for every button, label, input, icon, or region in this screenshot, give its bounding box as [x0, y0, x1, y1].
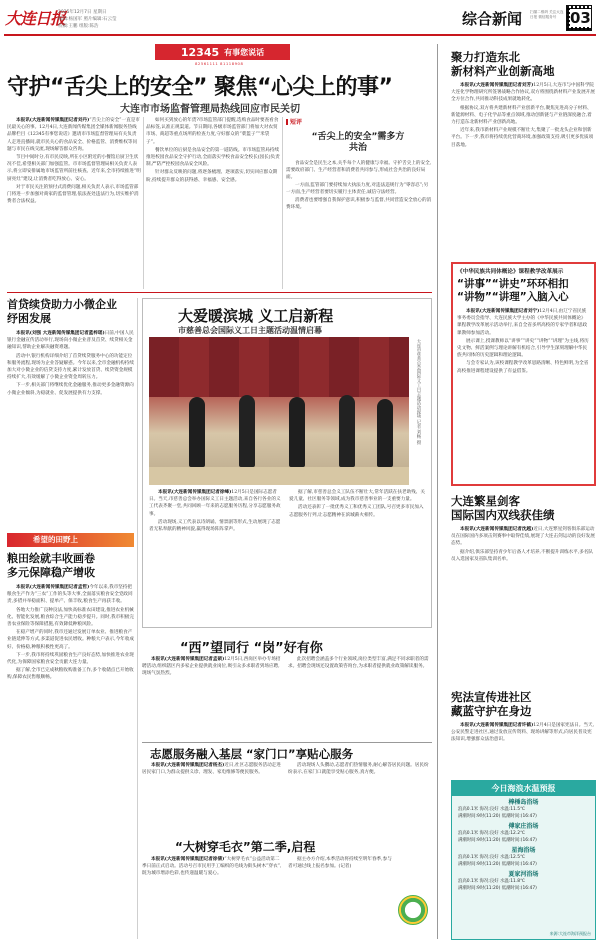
wool-headline: “大树穿毛衣”第二季,启程	[175, 840, 316, 854]
section-title: 综合新闻	[462, 10, 523, 28]
volunteer-door-byline: 本报讯(大连新闻传媒集团记者杨杰)	[151, 763, 225, 768]
page-number: 03	[570, 9, 591, 27]
lead-headline: 守护“舌尖上的安全” 聚焦“心尖上的事”	[7, 75, 393, 100]
left-mid-headline: 首贷续贷助力小微企业 纾困发展	[7, 298, 117, 325]
boxed-byline: 本报讯(大连新闻传媒集团记者刘宁)	[466, 309, 540, 314]
sea-spot-line1: 浪高0.1米 海况:良好 水温:11.5℃	[458, 807, 525, 812]
volunteer-body-col2: 据了解,市慈善总会义工队伍不断壮大,常年活跃在扶老助残、关爱儿童、社区服务等领域,成为我市慈善事业的一支重要力量。 活动还表彰了一批优秀义工和优秀义工团队,号召更多市民加入志愿服务行列,让志愿精神在滨城薪火相传。	[289, 490, 425, 518]
short-comment-label: 短评	[286, 117, 432, 126]
hope-field-byline: 本报讯(大连新闻传媒集团记者孟哲)	[16, 585, 90, 590]
short-comment	[286, 117, 432, 289]
performer-silhouette	[377, 399, 393, 467]
masthead-rule	[4, 34, 596, 36]
constitution-byline: 本报讯(大连新闻传媒集团记者许鹤)	[460, 723, 534, 728]
lead-col-divider-1	[143, 117, 144, 289]
sea-temp-source: 来源:大连市海洋预报台	[549, 931, 591, 936]
performer-silhouette	[289, 397, 305, 467]
left-column-divider	[137, 298, 138, 939]
left-mid-byline: 本报讯(刘强 大连新闻传媒集团记者蓝梓瑶)	[16, 331, 105, 336]
sea-temp-list	[452, 796, 595, 896]
masthead-date: 2025年12月7日 星期日	[58, 10, 107, 15]
boxed-headline: “讲事”“讲史”环环相扣 “讲物”“讲理”入脑入心	[457, 278, 569, 303]
boxed-kicker: 《中华民族共同体概论》课程教学改革展示	[457, 269, 564, 275]
masthead-proof: 校稿:王鹏 组版:陈浩	[58, 24, 99, 29]
sea-spot-line2: 满潮时间:9时(11:20) 低潮时间:(16:47)	[458, 837, 537, 843]
volunteer-photo	[149, 337, 409, 485]
sea-spot	[458, 822, 589, 844]
hope-field-headline: 粮田绘就丰收画卷 多元保障稳产增收	[7, 552, 95, 579]
sea-spot-name: 夏家河浴场	[508, 871, 539, 878]
volunteer-headline: 大爱暖滨城 义工启新程	[178, 307, 334, 325]
sea-spot	[458, 846, 589, 868]
hope-field-tag: 希望的田野上	[7, 533, 134, 547]
masthead	[0, 0, 600, 38]
sea-spot-line1: 浪高0.1米 海况:良好 水温:11.8℃	[458, 879, 525, 884]
sea-spot-name: 星海浴场	[511, 847, 536, 854]
right-top-headline: 聚力打造东北 新材料产业创新高地	[451, 50, 555, 78]
right-top-byline: 本报讯(大连新闻传媒集团记者刘芳)	[460, 83, 534, 88]
short-comment-title: “舌尖上的安全”需多方共治	[311, 132, 405, 153]
lead-bottom-rule	[7, 292, 432, 293]
sea-spot-line2: 满潮时间:9时(11:20) 低潮时间:(16:47)	[458, 885, 537, 891]
hotline-tag: 有事您说话	[224, 47, 265, 57]
swimming-headline: 大连繁星剑客 国际国内双线获佳绩	[451, 494, 555, 522]
sea-spot	[458, 798, 589, 820]
lead-body-col2: 如何买到放心的年货?市场监管部门提醒,选购食品时要查看食品标签,认准正规渠道。节日期间,各级市场监管部门将加大对农贸市场、商超等重点场所的检查力度,守好群众的“菜篮子”“米袋子”。 餐饮单位的后厨是食品安全的第一道防线。市市场监管局持续推进校园食品安全守护行动,全面落实学校食品安全校长(园长)负责制,严防严控校园食品安全风险。 针对群众反映的问题,将逐条梳理、逐项落实,切实回应群众期盼,持续提升群众的获得感、幸福感、安全感。	[146, 118, 280, 183]
wool-editor-note: (记者)	[338, 864, 352, 870]
hotline-banner	[155, 44, 290, 60]
wool-body-col2: 据主办方介绍,本季活动将持续至明年春季,参与者可通过线上报名参加。(记者)	[288, 857, 392, 870]
xi-wang-byline: 本报讯(大连新闻传媒集团记者孟硕)	[151, 657, 225, 662]
comment-bar-icon	[286, 119, 288, 125]
boxed-story	[451, 262, 596, 486]
masthead-editors: 编辑:杨国军 照片编辑:石云莹	[58, 17, 117, 22]
center-bottom-rule	[142, 742, 432, 743]
swimming-body: 本报讯(大连新闻传媒集团记者沈越)近日,大连繁星剑客俱乐部运动员在国际国内多项击剑赛事中取得佳绩,展现了大连击剑运动的良好发展态势。 据介绍,俱乐部坚持青少年后备人才培养,不断提升训练水平,多名队员入选国家及省队集训名单。	[451, 527, 595, 562]
hotline-number: 12345	[180, 45, 220, 59]
qr-caption: 扫描二维码 关注大连日报 微信服务号	[530, 10, 564, 19]
volunteer-photo-caption: 大连市慈善总会国际义工日主题活动现场 记者 刘畅 摄	[416, 339, 421, 445]
sea-spot-line2: 满潮时间:9时(11:20) 低潮时间:(16:47)	[458, 861, 537, 867]
performer-silhouette	[339, 395, 355, 467]
stage-floor	[149, 467, 409, 485]
volunteer-body-col1: 本报讯(大连新闻传媒集团记者徐峰)12月5日是国际志愿者日。当天,市慈善总会举办国际义工日主题活动,来自各行各业的义工代表齐聚一堂,共同回顾一年来的志愿服务历程,分享志愿服务故事。 活动现场,义工代表以诗朗诵、情景剧等形式,生动展现了志愿者无私奉献的精神风貌,赢得现场阵阵掌声。	[149, 490, 281, 533]
sea-spot-line1: 浪高0.1米 海况:良好 水温:12.5℃	[458, 855, 525, 860]
volunteer-door-body-col2: 活动现场人头攢动,志愿者们热情服务,耐心解答居民问题。居民纷纷表示,在家门口就能享受贴心服务,真方便。	[288, 763, 429, 776]
sea-temp-panel	[451, 780, 596, 940]
constitution-headline: 宪法宣传进社区 藏蓝守护在身边	[451, 690, 532, 718]
lead-byline: 本报讯(大连新闻传媒集团记者刘丹)	[16, 118, 90, 123]
short-comment-body: 食品安全是民生之本,关乎每个人的健康与幸福。守护舌尖上的安全,需要政府部门、生产经营者和消费者共同参与,形成社会共治的良好局面。 一方面,监管部门要持续加大执法力度,对违法违规行为“零容忍”;另一方面,生产经营者要切实履行主体责任,诚信守法经营。 消费者也要增强自我保护意识,积极参与监督,共同营造安全放心的消费环境。	[286, 161, 432, 210]
performer-silhouette	[189, 397, 205, 467]
wool-logo-icon	[398, 895, 428, 925]
masthead-meta	[58, 9, 116, 30]
sea-spot	[458, 870, 589, 892]
wool-body-col1: 本报讯(大连新闻传媒集团记者徐倩)“大树穿毛衣”公益活动第二季日前正式启动。活动号召市民用手工编织的毛线为街头树木“穿衣”,既为城市增添色彩,也传递温暖与爱心。	[142, 857, 282, 877]
volunteer-subtitle: 市慈善总会国际义工日主题活动温情启幕	[178, 325, 322, 335]
swimming-byline: 本报讯(大连新闻传媒集团记者沈越)	[460, 527, 534, 532]
lead-subtitle: 大连市市场监督管理局热线回应市民关切	[120, 104, 300, 115]
performer-silhouette	[239, 395, 255, 467]
right-top-body: 本报讯(大连新闻传媒集团记者刘芳)12月5日,大连市与中国科学院大连化学物理研究所签署战略合作协议,双方将围绕新材料产业发展开展全方位合作,共同推动科技成果就地转化。 根据协议,双方将共建新材料产业创新平台,聚焦先进高分子材料、新能源材料、电子化学品等重点领域,推动创新链与产业链深度融合,着力打造东北新材料产业创新高地。 近年来,我市新材料产业规模不断壮大,集聚了一批龙头企业和创新平台。下一步,我市将持续优化营商环境,加强政策支持,吸引更多优质项目落地。	[451, 83, 595, 148]
volunteer-door-body-col1: 本报讯(大连新闻传媒集团记者杨杰)近日,社区志愿服务活动走进居民家门口,为群众提供义诊、理发、家电维修等便民服务。	[142, 763, 281, 776]
hotline-subtitle: 82561111 81118908	[195, 61, 244, 66]
constitution-body: 本报讯(大连新闻传媒集团记者许鹤)12月4日是国家宪法日。当天,公安民警走进社区,通过发放宣传资料、现场讲解等形式,向居民普及宪法知识,增强群众法治意识。	[451, 723, 595, 743]
xi-wang-body-col2: 此次招聘会涵盖多个行业领域,岗位类型丰富,满足不同求职者的需求。招聘会现场还设置政策咨询台,为求职者提供就业政策解读服务。	[288, 657, 429, 670]
lead-col-divider-2	[282, 117, 283, 289]
wool-byline: 本报讯(大连新闻传媒集团记者徐倩)	[151, 857, 225, 862]
sea-temp-title: 今日海浪水温预报	[452, 781, 595, 796]
lead-body-col1: 本报讯(大连新闻传媒集团记者刘丹)“舌尖上的安全”一直是市民最关心的事。12月4日,大连新闻传媒集团全媒体新闻服务热线品牌栏目《12345有事您说话》邀请市市场监督管理局有关负责人走进直播间,就市民关心的食品安全、价格监管、消费维权等问题与市民在线交流,现场解答群众咨询。 节目中间时分,有市民反映,所在小区附近的小餐馆后厨卫生状况不佳,希望相关部门加强监管。市市场监督管理局相关负责人表示,将立即安排属地市场监管所前往核查。近年来,全市持续推进“明厨亮灶”建设,让消费者吃得放心、安心。 对于市民关注的预付式消费问题,相关负责人表示,市场监管部门将进一步加强对商家的监督管理,依法查处违法行为,切实维护消费者合法权益。	[7, 118, 141, 205]
volunteer-door-headline: 志愿服务融入基层 “家门口”享贴心服务	[150, 747, 354, 761]
right-column-divider	[437, 44, 438, 939]
boxed-body: 本报讯(大连新闻传媒集团记者刘宁)12月4日,由辽宁省民族事务委员会指导、大连民族大学主办的《中华民族共同体概论》课程教学改革展示活动举行,来自全省多所高校的专家学者和思政课教师参加活动。 展示课上,授课教师以“讲事”“讲史”“讲物”“讲理”为主线,将历史文物、鲜活案例与理论讲解有机结合,引导学生深刻理解中华民族共同体的历史逻辑和理论逻辑。 与会专家认为,该校课程教学改革思路清晰、特色鲜明,为全省高校推进课程建设提供了有益借鉴。	[457, 309, 589, 374]
left-mid-body: 本报讯(刘强 大连新闻传媒集团记者蓝梓瑶)日前,中国人民银行金融宣传活动举行,现场向小微企业普及首贷、续贷相关金融知识,帮助企业解决融资难题。 活动中,银行机构详细介绍了首贷续贷服务中心的功能定位和服务流程,现场为企业答疑解惑。今年以来,全市金融机构持续加大对小微企业的信贷支持力度,累计发放首贷、续贷资金规模持续扩大,有效缓解了小微企业资金周转压力。 下一步,相关部门将继续优化金融服务,推动更多金融资源向小微企业倾斜,为稳就业、促发展提供有力支撑。	[7, 331, 134, 396]
volunteer-byline: 本报讯(大连新闻传媒集团记者徐峰)	[158, 490, 232, 495]
sea-spot-line2: 满潮时间:9时(11:20) 低潮时间:(16:47)	[458, 813, 537, 819]
sea-spot-line1: 浪高0.1米 海况:良好 水温:12.2℃	[458, 831, 525, 836]
stage-backdrop	[149, 337, 409, 397]
xi-wang-headline: “西”望同行 “岗”好有你	[180, 641, 323, 656]
xi-wang-body-col1: 本报讯(大连新闻传媒集团记者孟硕)12月5日,西岗区举办专场招聘活动,组织辖区内多家企业提供就业岗位,吸引众多求职者到场应聘,现场气氛热烈。	[142, 657, 281, 677]
sea-spot-name: 傅家庄浴场	[508, 823, 539, 830]
volunteer-feature	[142, 298, 432, 628]
hope-field-body: 本报讯(大连新闻传媒集团记者孟哲)今年以来,我市坚持把粮食生产作为“三农”工作的头等大事,全面落实粮食安全党政同责,多措并举稳面积、提单产、保丰收,粮食生产再获丰收。 各地大力推广良种良法,加快高标准农田建设,推进农业机械化、智能化发展,粮食综合生产能力稳步提升。同时,我市积极完善农业保险等保障措施,有效降低种粮风险。 在稳产增产的同时,我市还通过发展订单农业、推进粮食产业链延伸等方式,多渠道促进农民增收。种粮大户表示,今年收成好、价格稳,种粮积极性更高了。 下一步,我市将持续巩固粮食生产良好态势,加快推进农业现代化,为保障国家粮食安全贡献大连力量。 据了解,全市已完成秋粮收购准备工作,多个收储点已开始收购,保障农民售粮顺畅。	[7, 585, 134, 681]
newspaper-logo: 大连日报	[5, 9, 66, 28]
sea-spot-name: 棒棰岛浴场	[508, 799, 539, 806]
